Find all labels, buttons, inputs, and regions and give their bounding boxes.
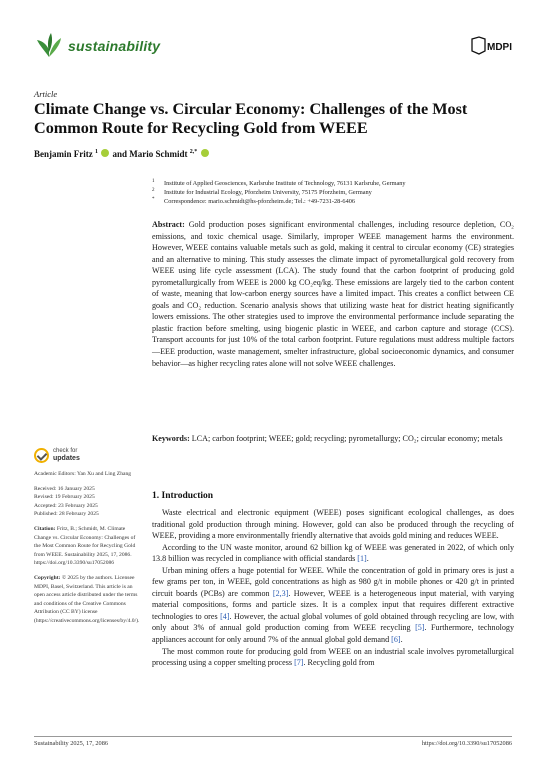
citation: Citation: Fritz, B.; Schmidt, M. Climate Change vs. Circular Economy: Challenges of the Most Common Route for Recycling Gold from WEEE. Sustainability 2025, 17, 2086. https://doi.org/10.3390/su17052086: [34, 525, 136, 567]
keywords-label: Keywords:: [152, 434, 190, 443]
author-line: [34, 149, 210, 159]
article-type: Article: [34, 89, 58, 99]
footer-citation: Sustainability 2025, 17, 2086: [34, 740, 108, 747]
published-date: Published: 28 February 2025: [34, 511, 99, 518]
author-2-affil: 2,*: [189, 149, 198, 155]
paper-title: Climate Change vs. Circular Economy: Challenges of the Most Common Route for Recycling Gold from WEEE: [34, 100, 468, 137]
reference-link[interactable]: [6]: [391, 635, 401, 645]
journal-header: [34, 30, 512, 66]
section-heading: 1. Introduction: [152, 491, 214, 501]
footer-doi-link[interactable]: https://doi.org/10.3390/su17052086: [421, 740, 512, 747]
dates: [34, 485, 142, 519]
reference-link[interactable]: [2,3]: [272, 588, 289, 598]
publisher-name: MDPI: [487, 42, 512, 53]
reference-link[interactable]: [1]: [357, 554, 367, 564]
abstract-text: Gold production poses significant environmental challenges, including resource depletion, CO₂ emissions, and toxic chemical usage. Similarly, improper WEEE management harms the environment. However, WEEE contains valuable metals such as gold, making it central to circular economy (CE) strategies and an alternative to mining. This study assesses the climate impact of pyrometallurgical gold recovery from WEEE using life cycle assessment (LCA). The study found that the carbon footprint of producing gold pyrometallurgically from WEEE is 2000 kg CO₂eq/kg. These emissions are largely tied to the carbon content of waste, meaning that low-carbon energy sources have a limited impact. This creates a conflict between CE goals and CO₂ reduction. Scenario analysis shows that utilizing waste heat for district heating significantly lowers emissions. The other strategies used to improve the environmental performance include separating the plastic fraction before smelting, using biogenic plastic in WEEE, and carbon capture and storage (CCS). Transport accounts for just 10% of the total carbon footprint. Future regulations must address multiple factors—EEE production, waste management, smelter infrastructure, global socioeconomic dynamics, and consumer behavior—as higher recycling rates alone will not solve WEEE challenges.: [152, 220, 514, 368]
citation-text[interactable]: Fritz, B.; Schmidt, M. Climate Change vs. Circular Economy: Challenges of the Most Common Route for Recycling Gold from WEEE. Sustainability 2025, 17, 2086. https://doi.org/10.3390/su17052086: [34, 525, 136, 567]
body-text: [152, 507, 514, 669]
abstract: [152, 219, 514, 369]
copyright-text: © 2025 by the authors. Licensee MDPI, Basel, Switzerland. This article is an open access article distributed under the terms and conditions of the Creative Commons Attribution (CC BY) license (https://creativecommons.org/licenses/by/4.0/).: [34, 574, 140, 624]
orcid-icon[interactable]: [201, 149, 209, 157]
keywords-text: LCA; carbon footprint; WEEE; gold; recycling; pyrometallurgy; CO₂; circular economy; metals: [191, 434, 503, 443]
received-date: Received: 16 January 2025: [34, 485, 95, 492]
sustainability-logo-icon: [34, 30, 64, 60]
author-joiner: and: [112, 149, 128, 159]
paragraph-1: Waste electrical and electronic equipment (WEEE) poses significant ecological challenges, as does traditional gold production through mining. However, gold can also be produced through the recycling of WEEE, providing a more environmentally friendly alternative that avoids gold mining and reduces WEEE.: [152, 508, 514, 541]
author-2[interactable]: Mario Schmidt: [129, 149, 188, 159]
keywords: [152, 433, 514, 445]
check-for-updates-badge[interactable]: check for updates: [34, 448, 94, 466]
copyright: Copyright: © 2025 by the authors. Licensee MDPI, Basel, Switzerland. This article is an open access article distributed under the terms and conditions of the Creative Commons Attribution (CC BY) license (https://creativecommons.org/licenses/by/4.0/).: [34, 574, 140, 624]
accepted-date: Accepted: 23 February 2025: [34, 502, 98, 509]
reference-link[interactable]: [4]: [220, 611, 230, 621]
mdpi-logo-icon: [468, 36, 512, 56]
journal-name[interactable]: sustainability: [68, 38, 161, 54]
paragraph-4: The most common route for producing gold from WEEE on an industrial scale involves pyrometallurgical processing using a copper smelting process [7]. Recycling gold from: [152, 646, 514, 668]
orcid-icon[interactable]: [101, 149, 109, 157]
author-1-affil: 1: [95, 149, 98, 155]
abstract-label: Abstract:: [152, 220, 185, 229]
paragraph-2: According to the UN waste monitor, around 62 billion kg of WEEE was generated in 2022, of which only 13.8 billion was recycled in compliance with official standards [1].: [152, 542, 514, 564]
paragraph-3: Urban mining offers a huge potential for WEEE. While the concentration of gold in primary ores is just a few grams per ton, in WEEE, gold concentrations as high as 980 g/t in mobile phones or 420 g/t in printed circuit boards (PCBs) are common [2,3]. However, WEEE is a heterogeneous input material, with varying material compositions, forms and particle sizes. It is a complex input that requires different extractive technologies to ores [4]. However, the actual global volumes of gold obtained through recycling are low, with only about 3% of annual gold production coming from WEEE recycling [5]. Furthermore, technology appliances account for only around 7% of the annual global gold demand [6].: [152, 565, 514, 645]
author-1[interactable]: Benjamin Fritz: [34, 149, 93, 159]
reference-link[interactable]: [7]: [294, 658, 304, 668]
revised-date: Revised: 19 February 2025: [34, 494, 95, 501]
article-sidebar: [34, 470, 142, 632]
academic-editors: Academic Editors: Yan Xu and Ling Zhang: [34, 471, 132, 477]
reference-link[interactable]: [5]: [415, 623, 425, 633]
page-footer: [34, 736, 512, 747]
check-updates-icon: [34, 448, 49, 463]
